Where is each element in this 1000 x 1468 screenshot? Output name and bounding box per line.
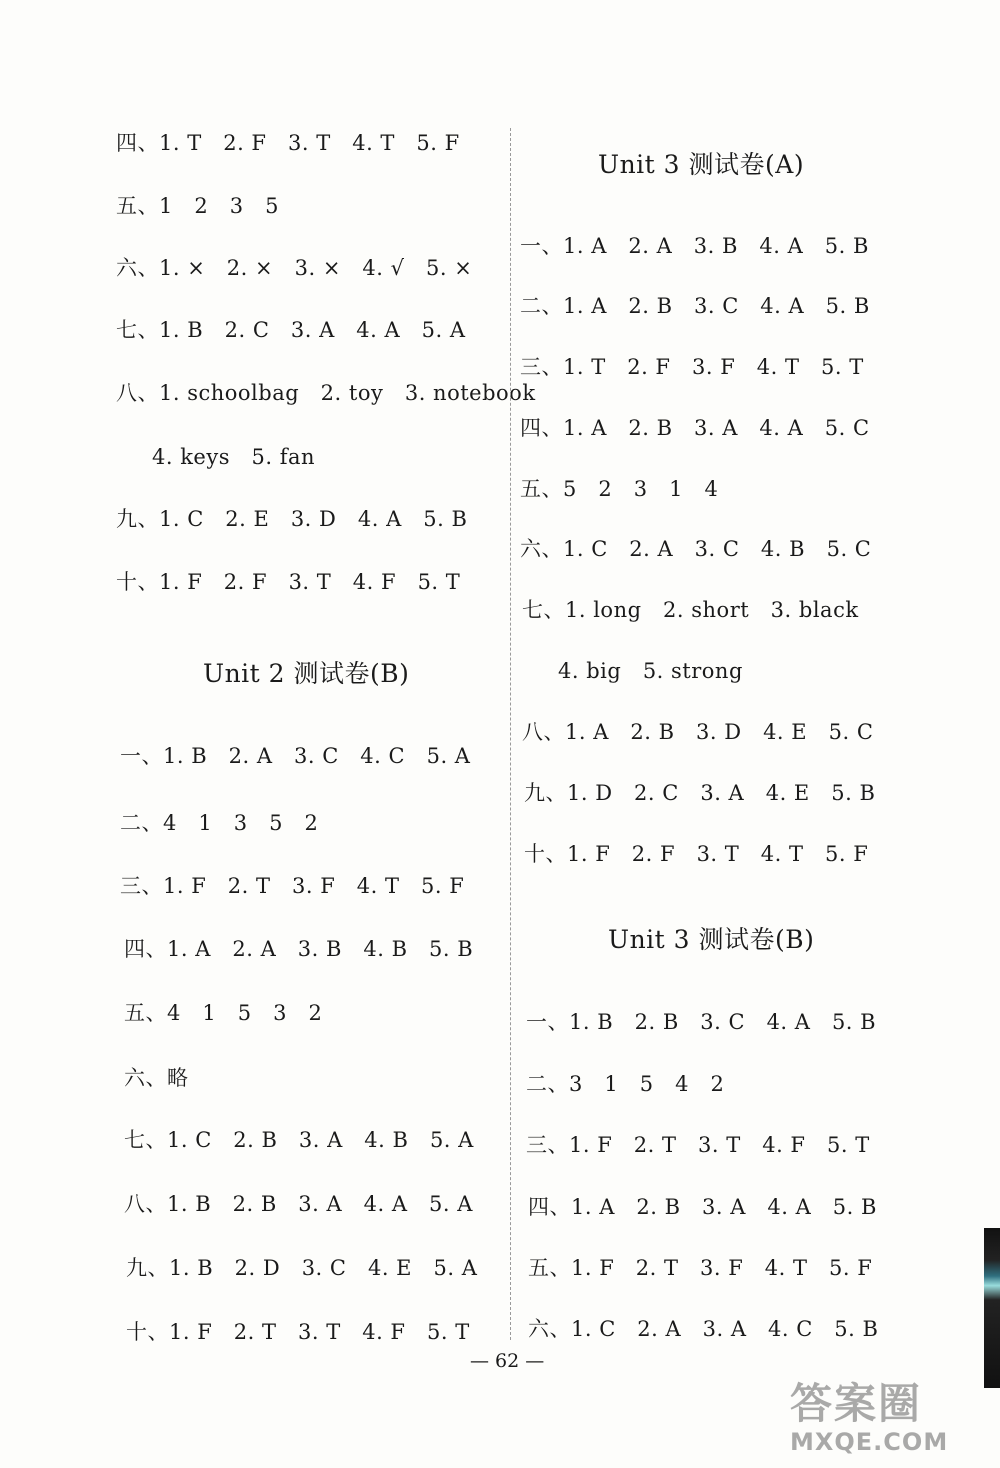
answer-line: 一、1. B 2. B 3. C 4. A 5. B <box>526 1010 877 1034</box>
answer-line: 三、1. T 2. F 3. F 4. T 5. T <box>520 355 864 379</box>
answer-line: 三、1. F 2. T 3. T 4. F 5. T <box>526 1133 870 1157</box>
answer-line-continued: 4. big 5. strong <box>558 659 743 683</box>
answer-line: 十、1. F 2. F 3. T 4. F 5. T <box>116 570 461 594</box>
answer-line: 七、1. long 2. short 3. black <box>522 598 859 622</box>
page-number: — 62 — <box>470 1350 545 1372</box>
section-title: Unit 3 测试卷(A) <box>598 150 805 179</box>
answer-line: 九、1. D 2. C 3. A 4. E 5. B <box>524 781 876 805</box>
section-title: Unit 3 测试卷(B) <box>608 925 815 954</box>
answer-line: 七、1. C 2. B 3. A 4. B 5. A <box>124 1128 474 1152</box>
answer-line: 五、5 2 3 1 4 <box>520 477 719 501</box>
answer-line: 八、1. B 2. B 3. A 4. A 5. A <box>124 1192 473 1216</box>
answer-line: 十、1. F 2. T 3. T 4. F 5. T <box>126 1320 470 1344</box>
answer-line: 七、1. B 2. C 3. A 4. A 5. A <box>116 318 466 342</box>
answer-line: 五、1 2 3 5 <box>116 194 279 218</box>
answer-line: 九、1. B 2. D 3. C 4. E 5. A <box>126 1256 478 1280</box>
answer-line: 二、1. A 2. B 3. C 4. A 5. B <box>520 294 870 318</box>
answer-line-continued: 4. keys 5. fan <box>152 445 316 469</box>
answer-line: 六、1. C 2. A 3. C 4. B 5. C <box>520 537 872 561</box>
answer-line: 一、1. A 2. A 3. B 4. A 5. B <box>520 234 869 258</box>
answer-line: 九、1. C 2. E 3. D 4. A 5. B <box>116 507 468 531</box>
watermark-logo <box>790 1380 995 1465</box>
answer-line: 一、1. B 2. A 3. C 4. C 5. A <box>120 744 471 768</box>
answer-line: 八、1. A 2. B 3. D 4. E 5. C <box>522 720 874 744</box>
answer-line: 十、1. F 2. F 3. T 4. T 5. F <box>524 842 869 866</box>
answer-line: 六、略 <box>124 1066 189 1090</box>
answer-line: 五、1. F 2. T 3. F 4. T 5. F <box>528 1256 873 1280</box>
section-title: Unit 2 测试卷(B) <box>203 659 410 688</box>
column-divider <box>510 128 511 1340</box>
answer-line: 八、1. schoolbag 2. toy 3. notebook <box>116 381 536 405</box>
answer-line: 四、1. A 2. A 3. B 4. B 5. B <box>124 937 474 961</box>
watermark-url: MXQE.COM <box>790 1428 949 1456</box>
answer-line: 四、1. A 2. B 3. A 4. A 5. B <box>528 1195 877 1219</box>
answer-line: 二、3 1 5 4 2 <box>526 1072 725 1096</box>
answer-line: 三、1. F 2. T 3. F 4. T 5. F <box>120 874 465 898</box>
answer-line: 六、1. C 2. A 3. A 4. C 5. B <box>528 1317 879 1341</box>
answer-line: 四、1. T 2. F 3. T 4. T 5. F <box>116 131 460 155</box>
page-edge-shadow <box>984 1228 1000 1388</box>
answer-line: 二、4 1 3 5 2 <box>120 811 319 835</box>
answer-line: 六、1. × 2. × 3. × 4. √ 5. × <box>116 256 473 280</box>
answer-line: 五、4 1 5 3 2 <box>124 1001 323 1025</box>
watermark-logo-text: 答案圈 <box>790 1379 923 1428</box>
answer-line: 四、1. A 2. B 3. A 4. A 5. C <box>520 416 870 440</box>
